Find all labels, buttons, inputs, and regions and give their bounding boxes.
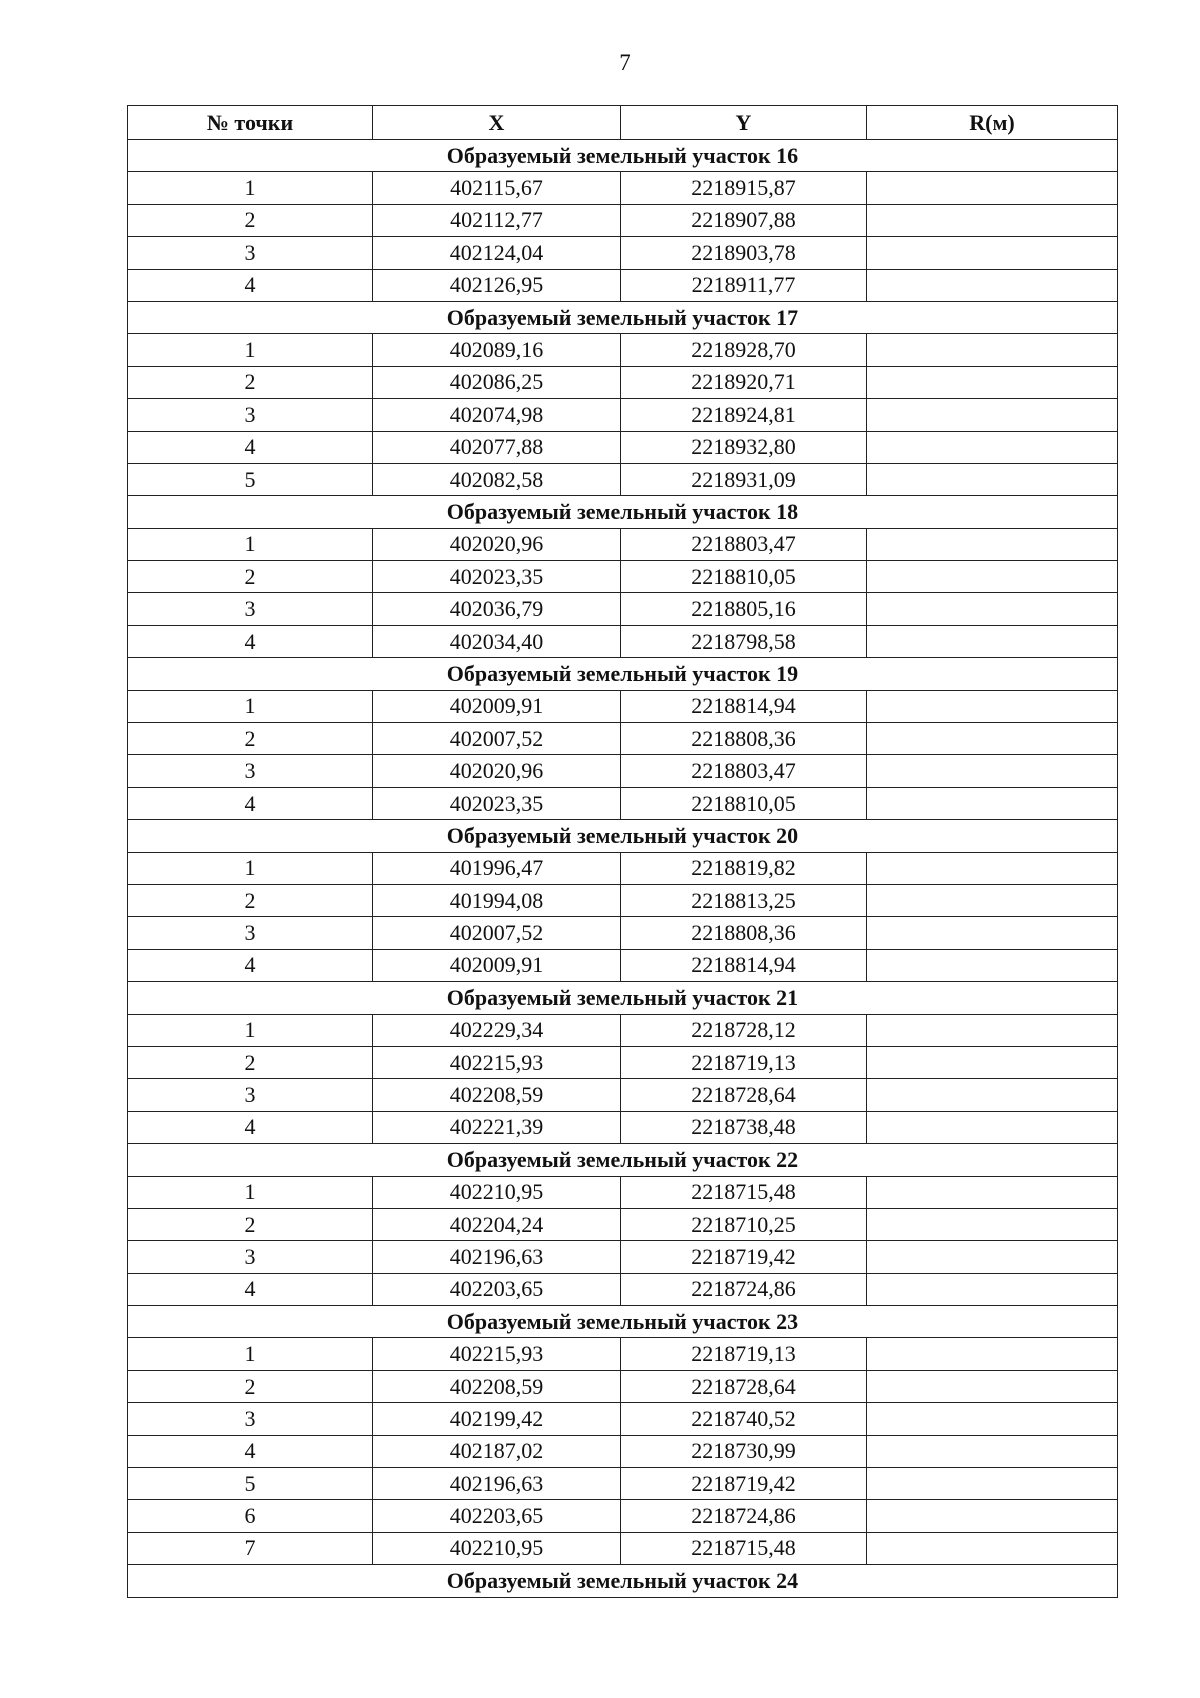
x-cell: 402126,95	[373, 269, 621, 301]
table-row	[128, 1435, 1118, 1467]
table-row	[128, 204, 1118, 236]
header-point-number: № точки	[128, 106, 373, 140]
y-cell: 2218810,05	[621, 561, 867, 593]
y-cell: 2218715,48	[621, 1532, 867, 1564]
y-cell: 2218920,71	[621, 366, 867, 398]
table-row	[128, 1273, 1118, 1305]
radius-cell	[867, 917, 1118, 949]
radius-cell	[867, 463, 1118, 495]
radius-cell	[867, 334, 1118, 366]
x-cell: 402204,24	[373, 1208, 621, 1240]
x-cell: 402023,35	[373, 787, 621, 819]
point-number-cell: 2	[128, 1046, 373, 1078]
point-number-cell: 3	[128, 593, 373, 625]
x-cell: 402020,96	[373, 755, 621, 787]
radius-cell	[867, 1176, 1118, 1208]
table-row	[128, 528, 1118, 560]
point-number-cell: 2	[128, 884, 373, 916]
y-cell: 2218931,09	[621, 463, 867, 495]
section-row	[128, 140, 1118, 172]
radius-cell	[867, 1208, 1118, 1240]
x-cell: 402115,67	[373, 172, 621, 204]
section-title: Образуемый земельный участок 24	[128, 1565, 1118, 1597]
table-row	[128, 1532, 1118, 1564]
y-cell: 2218808,36	[621, 917, 867, 949]
section-title: Образуемый земельный участок 18	[128, 496, 1118, 528]
x-cell: 402229,34	[373, 1014, 621, 1046]
table-row	[128, 723, 1118, 755]
radius-cell	[867, 237, 1118, 269]
point-number-cell: 2	[128, 1208, 373, 1240]
x-cell: 402203,65	[373, 1500, 621, 1532]
section-title: Образуемый земельный участок 21	[128, 982, 1118, 1014]
point-number-cell: 7	[128, 1532, 373, 1564]
y-cell: 2218715,48	[621, 1176, 867, 1208]
x-cell: 401994,08	[373, 884, 621, 916]
x-cell: 402034,40	[373, 625, 621, 657]
table-row	[128, 366, 1118, 398]
x-cell: 402020,96	[373, 528, 621, 560]
x-cell: 402082,58	[373, 463, 621, 495]
section-row	[128, 496, 1118, 528]
x-cell: 402112,77	[373, 204, 621, 236]
table-row	[128, 690, 1118, 722]
y-cell: 2218803,47	[621, 528, 867, 560]
radius-cell	[867, 1435, 1118, 1467]
table-row	[128, 334, 1118, 366]
y-cell: 2218728,64	[621, 1079, 867, 1111]
point-number-cell: 3	[128, 917, 373, 949]
radius-cell	[867, 593, 1118, 625]
radius-cell	[867, 431, 1118, 463]
point-number-cell: 3	[128, 237, 373, 269]
section-row	[128, 1306, 1118, 1338]
point-number-cell: 2	[128, 723, 373, 755]
point-number-cell: 4	[128, 949, 373, 981]
x-cell: 402203,65	[373, 1273, 621, 1305]
radius-cell	[867, 269, 1118, 301]
radius-cell	[867, 723, 1118, 755]
x-cell: 402199,42	[373, 1403, 621, 1435]
y-cell: 2218724,86	[621, 1273, 867, 1305]
radius-cell	[867, 528, 1118, 560]
table-row	[128, 1046, 1118, 1078]
table-row	[128, 237, 1118, 269]
table-row	[128, 755, 1118, 787]
point-number-cell: 1	[128, 334, 373, 366]
radius-cell	[867, 561, 1118, 593]
radius-cell	[867, 1370, 1118, 1402]
y-cell: 2218798,58	[621, 625, 867, 657]
point-number-cell: 3	[128, 1079, 373, 1111]
table-row	[128, 463, 1118, 495]
y-cell: 2218814,94	[621, 949, 867, 981]
point-number-cell: 4	[128, 1273, 373, 1305]
y-cell: 2218810,05	[621, 787, 867, 819]
x-cell: 402196,63	[373, 1241, 621, 1273]
radius-cell	[867, 1014, 1118, 1046]
x-cell: 402036,79	[373, 593, 621, 625]
y-cell: 2218719,42	[621, 1241, 867, 1273]
section-title: Образуемый земельный участок 22	[128, 1144, 1118, 1176]
table-row	[128, 917, 1118, 949]
x-cell: 402208,59	[373, 1370, 621, 1402]
section-row	[128, 982, 1118, 1014]
table-row	[128, 1014, 1118, 1046]
table-body	[128, 140, 1118, 1598]
radius-cell	[867, 1338, 1118, 1370]
section-title: Образуемый земельный участок 19	[128, 658, 1118, 690]
table-row	[128, 1241, 1118, 1273]
table-row	[128, 1403, 1118, 1435]
point-number-cell: 4	[128, 625, 373, 657]
table-row	[128, 561, 1118, 593]
point-number-cell: 1	[128, 1338, 373, 1370]
x-cell: 402215,93	[373, 1046, 621, 1078]
page-number: 7	[619, 50, 631, 75]
table-row	[128, 172, 1118, 204]
table-row	[128, 269, 1118, 301]
radius-cell	[867, 1468, 1118, 1500]
section-title: Образуемый земельный участок 23	[128, 1306, 1118, 1338]
radius-cell	[867, 949, 1118, 981]
x-cell: 402009,91	[373, 690, 621, 722]
table-row	[128, 625, 1118, 657]
x-cell: 402089,16	[373, 334, 621, 366]
x-cell: 402124,04	[373, 237, 621, 269]
point-number-cell: 4	[128, 431, 373, 463]
x-cell: 402196,63	[373, 1468, 621, 1500]
table-row	[128, 593, 1118, 625]
point-number-cell: 2	[128, 366, 373, 398]
y-cell: 2218719,13	[621, 1046, 867, 1078]
radius-cell	[867, 1241, 1118, 1273]
table-row	[128, 1079, 1118, 1111]
section-row	[128, 1144, 1118, 1176]
y-cell: 2218928,70	[621, 334, 867, 366]
point-number-cell: 4	[128, 1435, 373, 1467]
x-cell: 402086,25	[373, 366, 621, 398]
radius-cell	[867, 1046, 1118, 1078]
radius-cell	[867, 1500, 1118, 1532]
radius-cell	[867, 1079, 1118, 1111]
x-cell: 402210,95	[373, 1176, 621, 1208]
y-cell: 2218730,99	[621, 1435, 867, 1467]
point-number-cell: 3	[128, 755, 373, 787]
radius-cell	[867, 172, 1118, 204]
y-cell: 2218915,87	[621, 172, 867, 204]
y-cell: 2218803,47	[621, 755, 867, 787]
y-cell: 2218903,78	[621, 237, 867, 269]
table-row	[128, 787, 1118, 819]
x-cell: 402007,52	[373, 917, 621, 949]
y-cell: 2218728,64	[621, 1370, 867, 1402]
header-x: X	[373, 106, 621, 140]
y-cell: 2218738,48	[621, 1111, 867, 1143]
point-number-cell: 4	[128, 269, 373, 301]
point-number-cell: 4	[128, 1111, 373, 1143]
header-y: Y	[621, 106, 867, 140]
point-number-cell: 3	[128, 1241, 373, 1273]
x-cell: 402215,93	[373, 1338, 621, 1370]
x-cell: 402210,95	[373, 1532, 621, 1564]
y-cell: 2218911,77	[621, 269, 867, 301]
y-cell: 2218932,80	[621, 431, 867, 463]
table-row	[128, 1111, 1118, 1143]
y-cell: 2218819,82	[621, 852, 867, 884]
y-cell: 2218924,81	[621, 399, 867, 431]
y-cell: 2218805,16	[621, 593, 867, 625]
radius-cell	[867, 884, 1118, 916]
y-cell: 2218808,36	[621, 723, 867, 755]
section-title: Образуемый земельный участок 17	[128, 301, 1118, 333]
coordinates-table	[127, 105, 1118, 1598]
x-cell: 402187,02	[373, 1435, 621, 1467]
table-row	[128, 1500, 1118, 1532]
radius-cell	[867, 1273, 1118, 1305]
radius-cell	[867, 755, 1118, 787]
table-row	[128, 1176, 1118, 1208]
table-row	[128, 1370, 1118, 1402]
section-row	[128, 301, 1118, 333]
point-number-cell: 4	[128, 787, 373, 819]
point-number-cell: 1	[128, 852, 373, 884]
section-title: Образуемый земельный участок 20	[128, 820, 1118, 852]
x-cell: 401996,47	[373, 852, 621, 884]
x-cell: 402221,39	[373, 1111, 621, 1143]
radius-cell	[867, 204, 1118, 236]
table-row	[128, 399, 1118, 431]
x-cell: 402074,98	[373, 399, 621, 431]
point-number-cell: 3	[128, 1403, 373, 1435]
radius-cell	[867, 366, 1118, 398]
x-cell: 402077,88	[373, 431, 621, 463]
x-cell: 402208,59	[373, 1079, 621, 1111]
y-cell: 2218710,25	[621, 1208, 867, 1240]
table-header	[128, 106, 1118, 140]
y-cell: 2218740,52	[621, 1403, 867, 1435]
radius-cell	[867, 1403, 1118, 1435]
table-row	[128, 1208, 1118, 1240]
y-cell: 2218813,25	[621, 884, 867, 916]
radius-cell	[867, 1111, 1118, 1143]
y-cell: 2218719,13	[621, 1338, 867, 1370]
y-cell: 2218814,94	[621, 690, 867, 722]
table-row	[128, 1468, 1118, 1500]
point-number-cell: 2	[128, 1370, 373, 1402]
radius-cell	[867, 625, 1118, 657]
y-cell: 2218719,42	[621, 1468, 867, 1500]
point-number-cell: 5	[128, 463, 373, 495]
point-number-cell: 2	[128, 561, 373, 593]
point-number-cell: 1	[128, 690, 373, 722]
y-cell: 2218907,88	[621, 204, 867, 236]
section-title: Образуемый земельный участок 16	[128, 140, 1118, 172]
radius-cell	[867, 787, 1118, 819]
point-number-cell: 6	[128, 1500, 373, 1532]
point-number-cell: 5	[128, 1468, 373, 1500]
section-row	[128, 1565, 1118, 1597]
table-row	[128, 852, 1118, 884]
header-row	[128, 106, 1118, 140]
point-number-cell: 3	[128, 399, 373, 431]
point-number-cell: 1	[128, 528, 373, 560]
point-number-cell: 1	[128, 1014, 373, 1046]
x-cell: 402023,35	[373, 561, 621, 593]
table-row	[128, 884, 1118, 916]
radius-cell	[867, 690, 1118, 722]
point-number-cell: 1	[128, 172, 373, 204]
table-row	[128, 431, 1118, 463]
table-row	[128, 949, 1118, 981]
section-row	[128, 820, 1118, 852]
x-cell: 402009,91	[373, 949, 621, 981]
radius-cell	[867, 1532, 1118, 1564]
header-radius: R(м)	[867, 106, 1118, 140]
point-number-cell: 2	[128, 204, 373, 236]
x-cell: 402007,52	[373, 723, 621, 755]
y-cell: 2218728,12	[621, 1014, 867, 1046]
section-row	[128, 658, 1118, 690]
radius-cell	[867, 399, 1118, 431]
point-number-cell: 1	[128, 1176, 373, 1208]
y-cell: 2218724,86	[621, 1500, 867, 1532]
table-row	[128, 1338, 1118, 1370]
radius-cell	[867, 852, 1118, 884]
